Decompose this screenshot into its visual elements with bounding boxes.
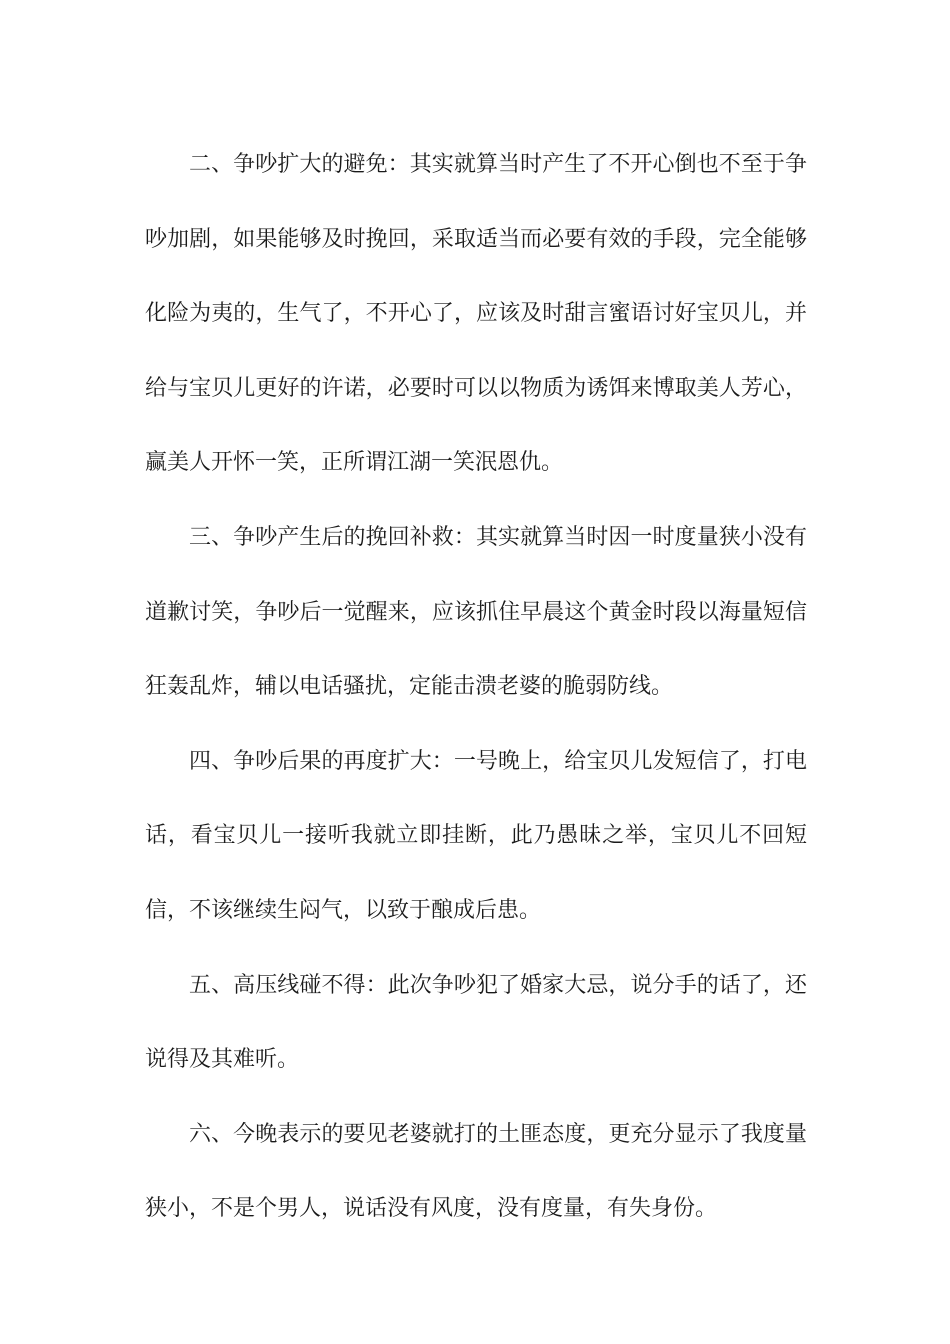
paragraph-5: 五、高压线碰不得：此次争吵犯了婚家大忌，说分手的话了，还说得及其难听。 bbox=[145, 972, 807, 1073]
paragraph-6: 六、今晚表示的要见老婆就打的土匪态度，更充分显示了我度量狭小，不是个男人，说话没有风度，没有度量，有失身份。 bbox=[145, 1121, 807, 1222]
paragraph-2: 二、争吵扩大的避免：其实就算当时产生了不开心倒也不至于争吵加剧，如果能够及时挽回，采取适当而必要有效的手段，完全能够化险为夷的，生气了，不开心了，应该及时甜言蜜语讨好宝贝儿，并给与宝贝儿更好的许诺，必要时可以以物质为诱饵来博取美人芳心，赢美人开怀一笑，正所谓江湖一笑泯恩仇。 bbox=[145, 152, 807, 476]
document-body bbox=[145, 128, 807, 1247]
paragraph-4: 四、争吵后果的再度扩大：一号晚上，给宝贝儿发短信了，打电话，看宝贝儿一接听我就立即挂断，此乃愚昧之举，宝贝儿不回短信，不该继续生闷气，以致于酿成后患。 bbox=[145, 748, 807, 923]
paragraph-3: 三、争吵产生后的挽回补救：其实就算当时因一时度量狭小没有道歉讨笑，争吵后一觉醒来，应该抓住早晨这个黄金时段以海量短信狂轰乱炸，辅以电话骚扰，定能击溃老婆的脆弱防线。 bbox=[145, 524, 807, 700]
